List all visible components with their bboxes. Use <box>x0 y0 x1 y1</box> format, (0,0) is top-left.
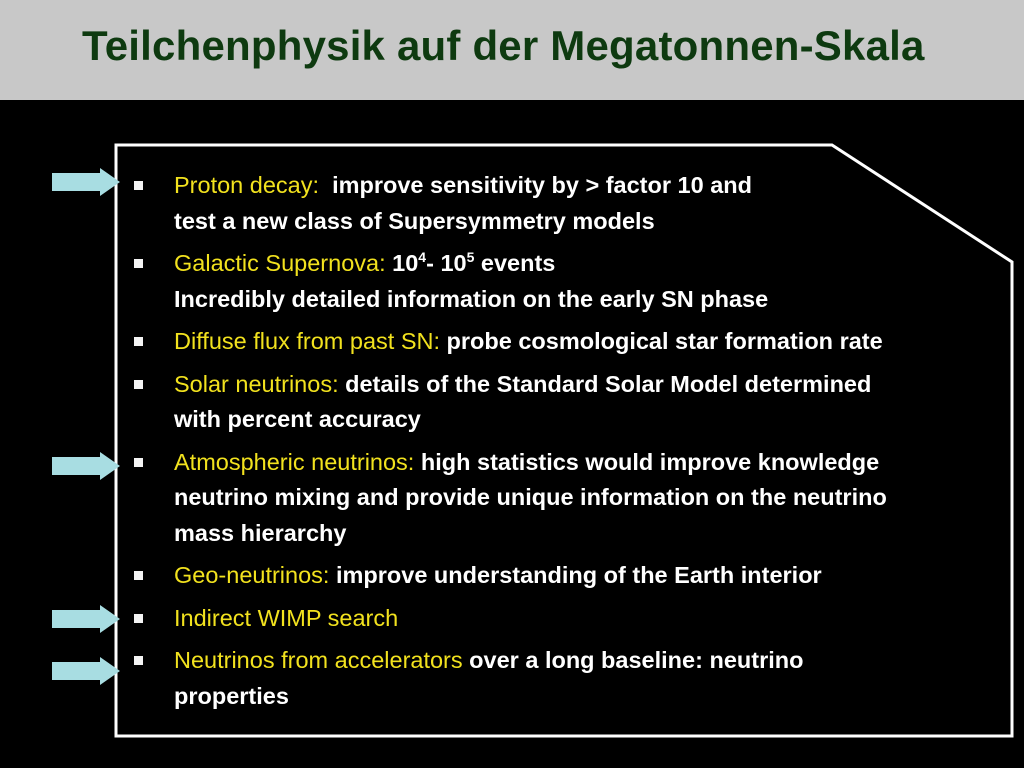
item-description: improve sensitivity by > factor 10 and <box>332 172 752 198</box>
item-description: probe cosmological star formation rate <box>446 328 883 354</box>
list-item-atmospheric-neutrinos <box>130 445 1000 552</box>
slide-title: Teilchenphysik auf der Megatonnen-Skala <box>82 22 925 69</box>
arrow-icon <box>50 604 122 634</box>
list-item-proton-decay <box>130 168 1000 239</box>
list-item-galactic-supernova <box>130 246 1000 317</box>
item-description: neutrino mixing and provide unique information on the neutrino <box>174 484 887 510</box>
item-topic: Geo-neutrinos: <box>174 562 330 588</box>
item-topic: Proton decay: <box>174 172 320 198</box>
list-item-accelerator-neutrinos <box>130 643 1000 714</box>
item-description: with percent accuracy <box>174 406 421 432</box>
bullet-icon <box>134 337 143 346</box>
list-item-diffuse-flux <box>130 324 1000 360</box>
item-description: test a new class of Supersymmetry models <box>174 207 655 234</box>
arrow-icon <box>50 167 122 197</box>
list-item-indirect-wimp <box>130 601 1000 637</box>
item-description: Incredibly detailed information on the early SN phase <box>174 285 769 312</box>
bullet-icon <box>134 614 143 623</box>
item-topic: Atmospheric neutrinos: <box>174 448 415 475</box>
bullet-icon <box>134 181 143 190</box>
bullet-icon <box>134 656 143 665</box>
item-description: properties <box>174 682 289 709</box>
item-description: mass hierarchy <box>174 519 347 546</box>
bullet-icon <box>134 259 143 268</box>
bullet-icon <box>134 380 143 389</box>
list-item-geo-neutrinos <box>130 558 1000 594</box>
arrow-icon <box>50 656 122 686</box>
item-description: improve understanding of the Earth interior <box>335 562 822 588</box>
bullet-list <box>130 168 1000 721</box>
item-topic: Neutrinos from accelerators <box>174 647 463 673</box>
item-description: $10^4-$ $10^5$ events <box>392 249 556 276</box>
item-topic: Diffuse flux from past SN: <box>174 328 440 354</box>
item-description: details of the Standard Solar Model determined <box>345 370 872 397</box>
list-item-solar-neutrinos <box>130 367 1000 438</box>
item-description: high statistics would improve knowledge <box>420 448 880 475</box>
arrow-icon <box>50 451 122 481</box>
bullet-icon <box>134 571 143 580</box>
item-description: over a long baseline: neutrino <box>469 647 804 673</box>
item-topic: Galactic Supernova: <box>174 250 386 276</box>
bullet-icon <box>134 458 143 467</box>
item-topic: Indirect WIMP search <box>174 604 399 631</box>
item-topic: Solar neutrinos: <box>174 370 339 397</box>
